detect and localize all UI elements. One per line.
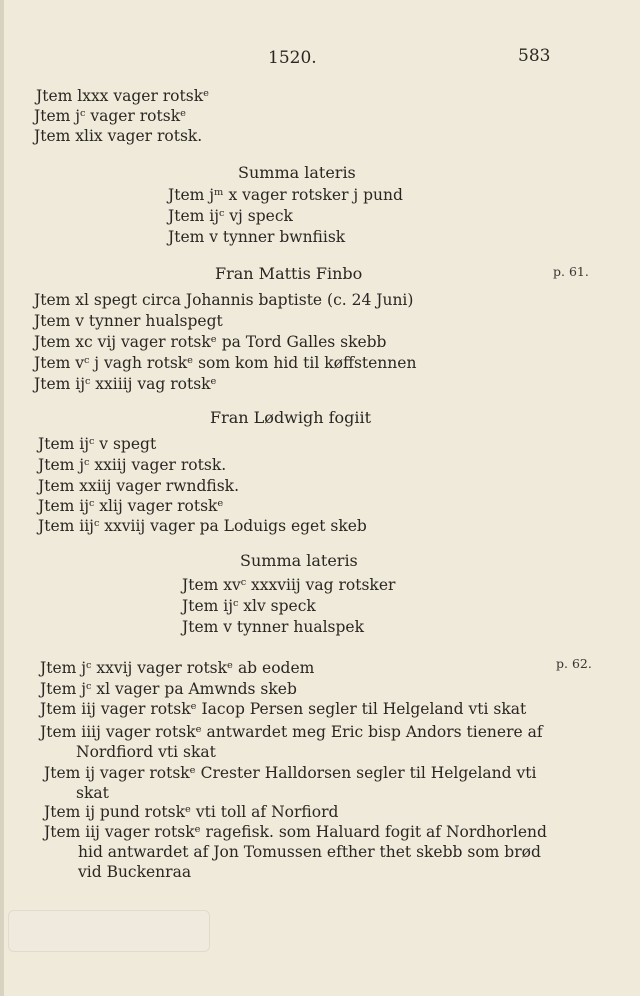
- margin-note-p62: p. 62.: [556, 656, 592, 671]
- entry-line: Jtem xl spegt circa Johannis baptiste (c. 24 Juni): [34, 291, 414, 309]
- entry-line: Jtem xc vij vager rotskᵉ pa Tord Galles skebb: [34, 333, 387, 351]
- entry-line: Jtem ij pund rotskᵉ vti toll af Norfiord: [44, 803, 339, 821]
- faded-stamp-mark: [8, 910, 210, 952]
- entry-line: Jtem iij vager rotskᵉ Iacop Persen segler til Helgeland vti skat: [40, 700, 527, 718]
- summa-line: Jtem v tynner bwnfiisk: [168, 228, 346, 246]
- entry-line: Jtem xlix vager rotsk.: [34, 127, 203, 145]
- page-edge: [0, 0, 4, 996]
- margin-note-p61: p. 61.: [553, 264, 589, 279]
- entry-line: Jtem jᶜ xxvij vager rotskᵉ ab eodem: [40, 659, 315, 677]
- entry-line: Jtem ijᶜ v spegt: [38, 435, 157, 453]
- section-title-finbo: Fran Mattis Finbo: [215, 264, 363, 283]
- summa-line: Jtem xvᶜ xxxviij vag rotsker: [182, 576, 396, 594]
- section-title-lodwigh: Fran Lødwigh fogiit: [210, 408, 372, 427]
- summa-line: Jtem v tynner hualspek: [182, 618, 364, 636]
- entry-line: Jtem jᶜ vager rotskᵉ: [34, 107, 187, 125]
- page-number: 583: [518, 46, 551, 66]
- entry-line-continuation: skat: [76, 784, 109, 802]
- summa-line: Jtem jᵐ x vager rotsker j pund: [168, 186, 403, 204]
- entry-line: Jtem iiij vager rotskᵉ antwardet meg Eric bisp Andors tienere af: [40, 723, 543, 741]
- entry-line: Jtem lxxx vager rotskᵉ: [36, 87, 210, 105]
- summa-line: Jtem ijᶜ xlv speck: [182, 597, 316, 615]
- summa-line: Jtem ijᶜ vj speck: [168, 207, 293, 225]
- entry-line: Jtem jᶜ xxiij vager rotsk.: [38, 456, 227, 474]
- entry-line-continuation: vid Buckenraa: [78, 863, 192, 881]
- entry-line: Jtem v tynner hualspegt: [34, 312, 223, 330]
- entry-line: Jtem ijᶜ xlij vager rotskᵉ: [38, 497, 224, 515]
- entry-line: Jtem vᶜ j vagh rotskᵉ som kom hid til køffstennen: [34, 354, 417, 372]
- entry-line: Jtem ij vager rotskᵉ Crester Halldorsen segler til Helgeland vti: [44, 764, 537, 782]
- entry-line-continuation: hid antwardet af Jon Tomussen efther thet skebb som brød: [78, 843, 541, 861]
- entry-line: Jtem jᶜ xl vager pa Amwnds skeb: [40, 680, 297, 698]
- summa-title: Summa lateris: [240, 551, 358, 570]
- summa-title: Summa lateris: [238, 163, 356, 182]
- entry-line: Jtem iij vager rotskᵉ ragefisk. som Haluard fogit af Nordhorlend: [44, 823, 547, 841]
- entry-line: Jtem ijᶜ xxiiij vag rotskᵉ: [34, 375, 217, 393]
- entry-line: Jtem xxiij vager rwndfisk.: [38, 477, 239, 495]
- page-header-year: 1520.: [268, 48, 317, 68]
- entry-line: Jtem iijᶜ xxviij vager pa Loduigs eget skeb: [38, 517, 367, 535]
- entry-line-continuation: Nordfiord vti skat: [76, 743, 216, 761]
